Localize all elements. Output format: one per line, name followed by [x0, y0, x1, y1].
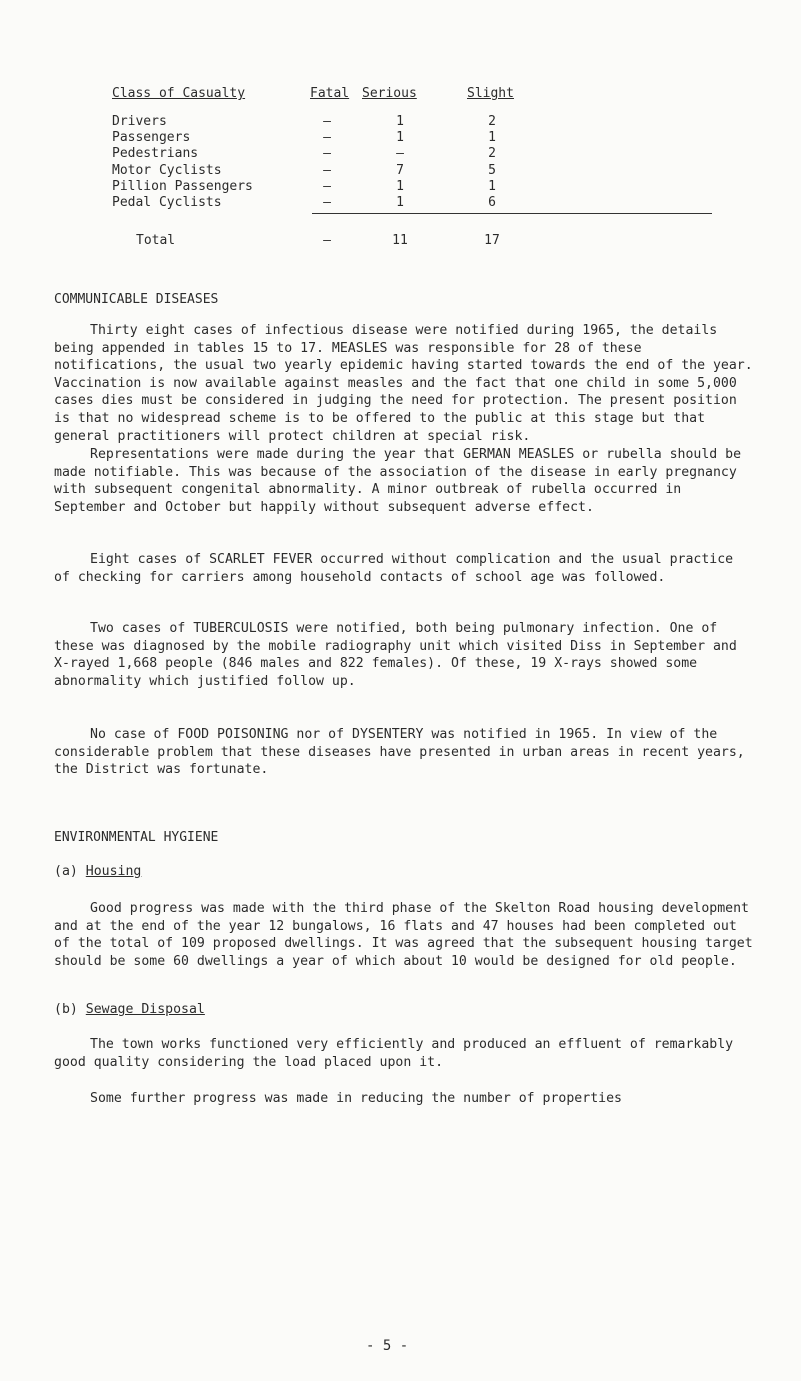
paragraph-further-progress: Some further progress was made in reducing the number of properties: [90, 1091, 622, 1106]
row-fatal: –: [323, 162, 331, 178]
table-row: [112, 130, 712, 146]
row-fatal: –: [323, 114, 331, 129]
paragraph-rubella: Representations were made during the year that GERMAN MEASLES or rubella should be made notifiable. This was because of the association of the disease in early pregnancy with subsequent congenital abnormality. A minor outbreak of rubella occurred in September and October but happily without subsequent adverse effect.: [54, 447, 742, 515]
row-class: Drivers: [112, 114, 167, 129]
paragraph-measles: Thirty eight cases of infectious disease were notified during 1965, the details being appended in tables 15 to 17. MEASLES was responsible for 28 of these notifications, the usual two yearly epidemic having started towards the end of the year. Vaccination is now available against measles and the fact that one child in some 5,000 cases dies must be considered in judging the need for protection. The present position is that no widespread scheme is to be offered to the public at this stage but that general practitioners will protect children at special risk.: [54, 323, 753, 444]
housing-heading: [54, 864, 141, 879]
environmental-heading: ENVIRONMENTAL HYGIENE: [54, 830, 219, 845]
row-class: Passengers: [112, 130, 191, 146]
row-serious: 1: [396, 194, 404, 210]
total-serious: 11: [392, 233, 408, 248]
sewage-heading: [54, 1002, 205, 1017]
row-fatal: –: [323, 130, 331, 146]
table-row: [112, 146, 712, 162]
casualty-table-header: [112, 86, 712, 114]
row-fatal: –: [323, 178, 331, 194]
page-number: - 5 -: [366, 1338, 409, 1354]
total-fatal: –: [323, 233, 331, 248]
row-slight: 6: [488, 194, 496, 210]
row-serious: 1: [396, 114, 404, 129]
row-slight: 1: [488, 178, 496, 194]
row-serious: –: [396, 146, 404, 162]
total-row: [112, 233, 712, 251]
housing-label: (a): [54, 864, 78, 879]
sewage-label: (b): [54, 1002, 78, 1017]
row-serious: 1: [396, 178, 404, 194]
header-slight: Slight: [467, 86, 514, 101]
row-fatal: –: [323, 146, 331, 162]
table-row: [112, 114, 712, 130]
row-slight: 1: [488, 130, 496, 146]
total-rule: [312, 213, 712, 214]
paragraph-scarlet-fever: Eight cases of SCARLET FEVER occurred without complication and the usual practice of checking for carriers among household contacts of school age was followed.: [54, 552, 734, 585]
row-class: Pedestrians: [112, 146, 199, 162]
row-class: Motor Cyclists: [112, 162, 222, 178]
header-serious: Serious: [362, 86, 417, 101]
row-slight: 2: [488, 114, 496, 129]
paragraph-food-poisoning: No case of FOOD POISONING nor of DYSENTERY was notified in 1965. In view of the considerable problem that these diseases have presented in urban areas in recent years, the District was fortunate.: [54, 727, 745, 778]
row-serious: 1: [396, 130, 404, 146]
paragraph-sewage: The town works functioned very efficiently and produced an effluent of remarkably good quality considering the load placed upon it.: [54, 1037, 734, 1070]
total-slight: 17: [484, 233, 500, 248]
row-fatal: –: [323, 194, 331, 210]
row-serious: 7: [396, 162, 404, 178]
row-slight: 2: [488, 146, 496, 162]
casualty-table: [112, 86, 712, 248]
table-row: [112, 195, 712, 211]
row-class: Pedal Cyclists: [112, 194, 222, 210]
total-label: Total: [136, 233, 176, 248]
communicable-heading: COMMUNICABLE DISEASES: [54, 292, 219, 307]
header-class: Class of Casualty: [112, 86, 246, 101]
sewage-title: Sewage Disposal: [85, 1002, 205, 1017]
paragraph-housing: Good progress was made with the third phase of the Skelton Road housing development and at the end of the year 12 bungalows, 16 flats and 47 houses had been completed out of the total of 109 proposed dwellings. It was agreed that the subsequent housing target should be some 60 dwellings a year of which about 10 would be designed for old people.: [54, 901, 753, 969]
header-fatal: Fatal: [310, 86, 350, 101]
row-class: Pillion Passengers: [112, 178, 253, 194]
table-row: [112, 179, 712, 195]
housing-title: Housing: [85, 864, 142, 879]
table-row: [112, 163, 712, 179]
row-slight: 5: [488, 162, 496, 178]
paragraph-tuberculosis: Two cases of TUBERCULOSIS were notified, both being pulmonary infection. One of these was diagnosed by the mobile radiography unit which visited Diss in September and X-rayed 1,668 people (846 males and 822 females). Of these, 19 X-rays showed some abnormality which justified follow up.: [54, 621, 737, 689]
